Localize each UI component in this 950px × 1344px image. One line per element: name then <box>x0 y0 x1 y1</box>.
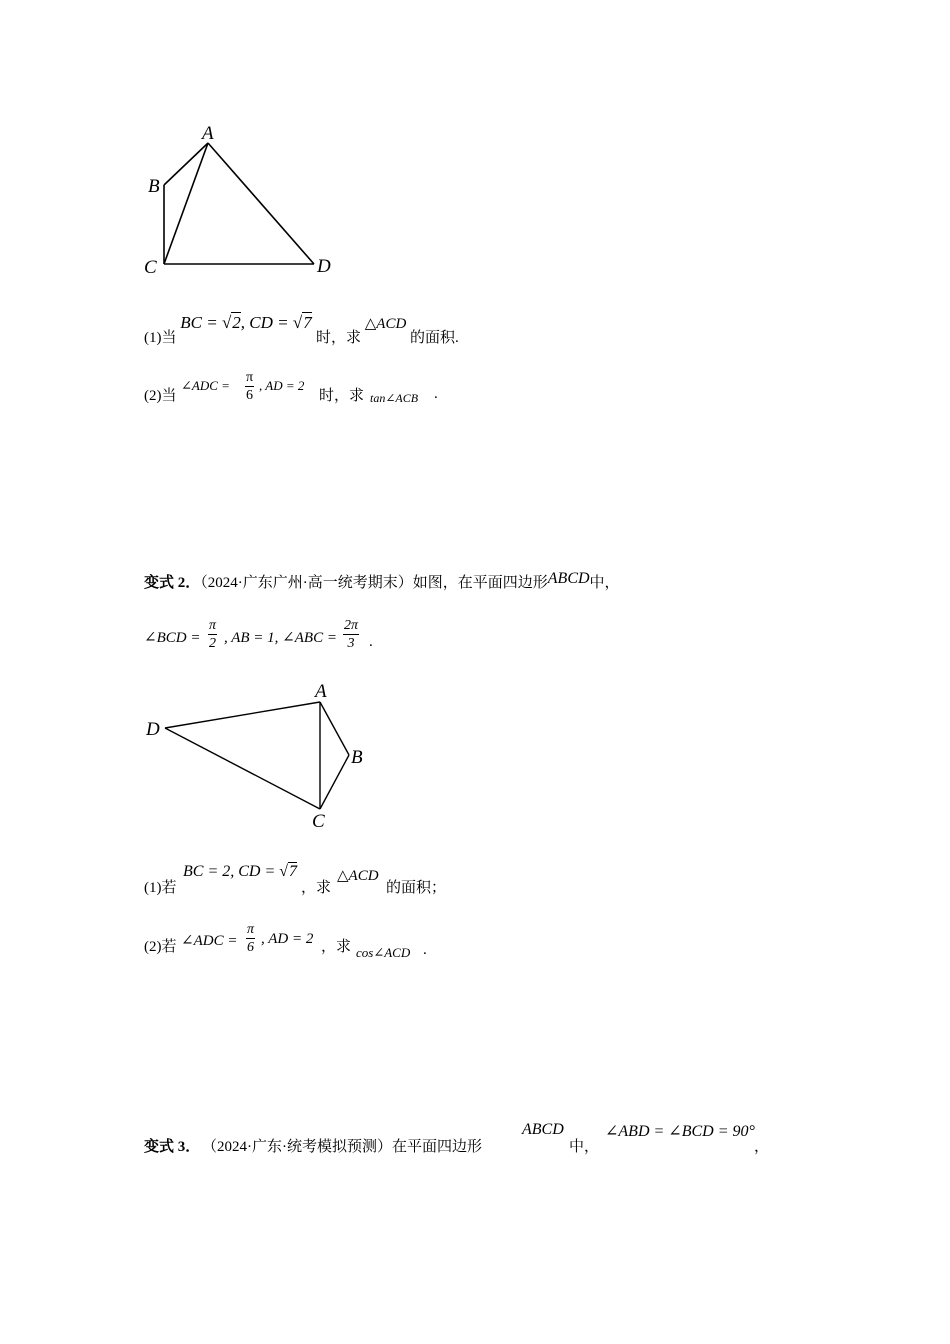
math-ad: , AD = 2 <box>259 378 305 393</box>
question-text: 时，求 <box>315 330 361 346</box>
segment-da <box>165 702 320 728</box>
math-triangle: △ACD <box>337 868 379 884</box>
question-text-end: . <box>423 942 427 958</box>
question-text: 时，求 <box>319 388 365 404</box>
vertex-label-d: D <box>317 256 331 277</box>
variant-label: 变式 3． <box>144 1139 201 1155</box>
variant-source: （2024·广东·统考模拟预测）在平面四边形 <box>202 1139 482 1155</box>
math-quad: ABCD <box>547 570 590 587</box>
math-angle-adc: ∠ADC = <box>181 378 230 393</box>
vertex-label-c: C <box>312 811 325 832</box>
math-ab-abc: , AB = 1, ∠ABC = <box>224 630 337 646</box>
question-text-end: . <box>434 386 438 402</box>
vertex-label-d: D <box>146 719 160 740</box>
math-triangle: △ACD <box>364 316 407 332</box>
segment-cd <box>165 728 320 809</box>
segment-da <box>208 143 314 264</box>
fraction-pi-over-2: $\frac{\pi}{2}$ <box>209 618 217 651</box>
variant-2-heading <box>144 571 620 592</box>
variant-end: ， <box>754 1139 770 1155</box>
question-text: ，求 <box>301 880 332 896</box>
question-number: (2)若 <box>144 939 177 955</box>
math-cos-acd: cos∠ACD <box>356 945 411 960</box>
question-text-end: 的面积； <box>386 880 447 896</box>
math-angle-adc: ∠ADC = <box>181 933 238 949</box>
figure-1-quadrilateral <box>130 115 350 285</box>
variant-label: 变式 2． <box>144 575 201 591</box>
variant-source: （2024·广东广州·高一统考期末）如图，在平面四边形 <box>200 575 548 591</box>
math-quad: ABCD <box>522 1121 564 1138</box>
segment-bc <box>320 755 349 809</box>
math-ad: , AD = 2 <box>261 931 314 947</box>
math-angle-equation: ∠ABD = ∠BCD = 90° <box>605 1123 755 1140</box>
fraction-pi-over-6: $\frac{\pi}{6}$ <box>247 922 255 955</box>
equation-end: . <box>369 634 373 650</box>
segment-ac <box>164 143 208 264</box>
vertex-label-a: A <box>315 681 327 702</box>
variant-mid: 中， <box>569 1139 600 1155</box>
vertex-label-b: B <box>148 176 160 197</box>
vertex-label-a: A <box>202 123 214 144</box>
question-text-end: 的面积. <box>410 330 459 346</box>
vertex-label-b: B <box>351 747 363 768</box>
segment-ab <box>164 143 208 185</box>
fraction-pi-over-6: $\frac{\pi}{6}$ <box>246 370 254 403</box>
vertex-label-c: C <box>144 257 157 278</box>
question-number: (2)当 <box>144 388 177 404</box>
question-text: ，求 <box>321 939 352 955</box>
fraction-2pi-over-3: $\frac{2\pi}{3}$ <box>344 618 359 651</box>
math-condition: BC = 2, CD = √7 <box>183 863 298 880</box>
math-angle-bcd: ∠BCD = <box>144 630 201 646</box>
question-1-1 <box>144 312 459 346</box>
variant-tail: 中， <box>589 575 620 591</box>
math-tan-acb: tan∠ACB <box>370 391 419 405</box>
math-condition: BC = √2, CD = √7 <box>180 313 312 332</box>
question-number: (1)若 <box>144 880 177 896</box>
segment-ab <box>320 702 349 755</box>
question-1-2 <box>144 384 177 405</box>
figure-2-quadrilateral <box>140 680 380 835</box>
question-number: (1)当 <box>144 330 177 346</box>
